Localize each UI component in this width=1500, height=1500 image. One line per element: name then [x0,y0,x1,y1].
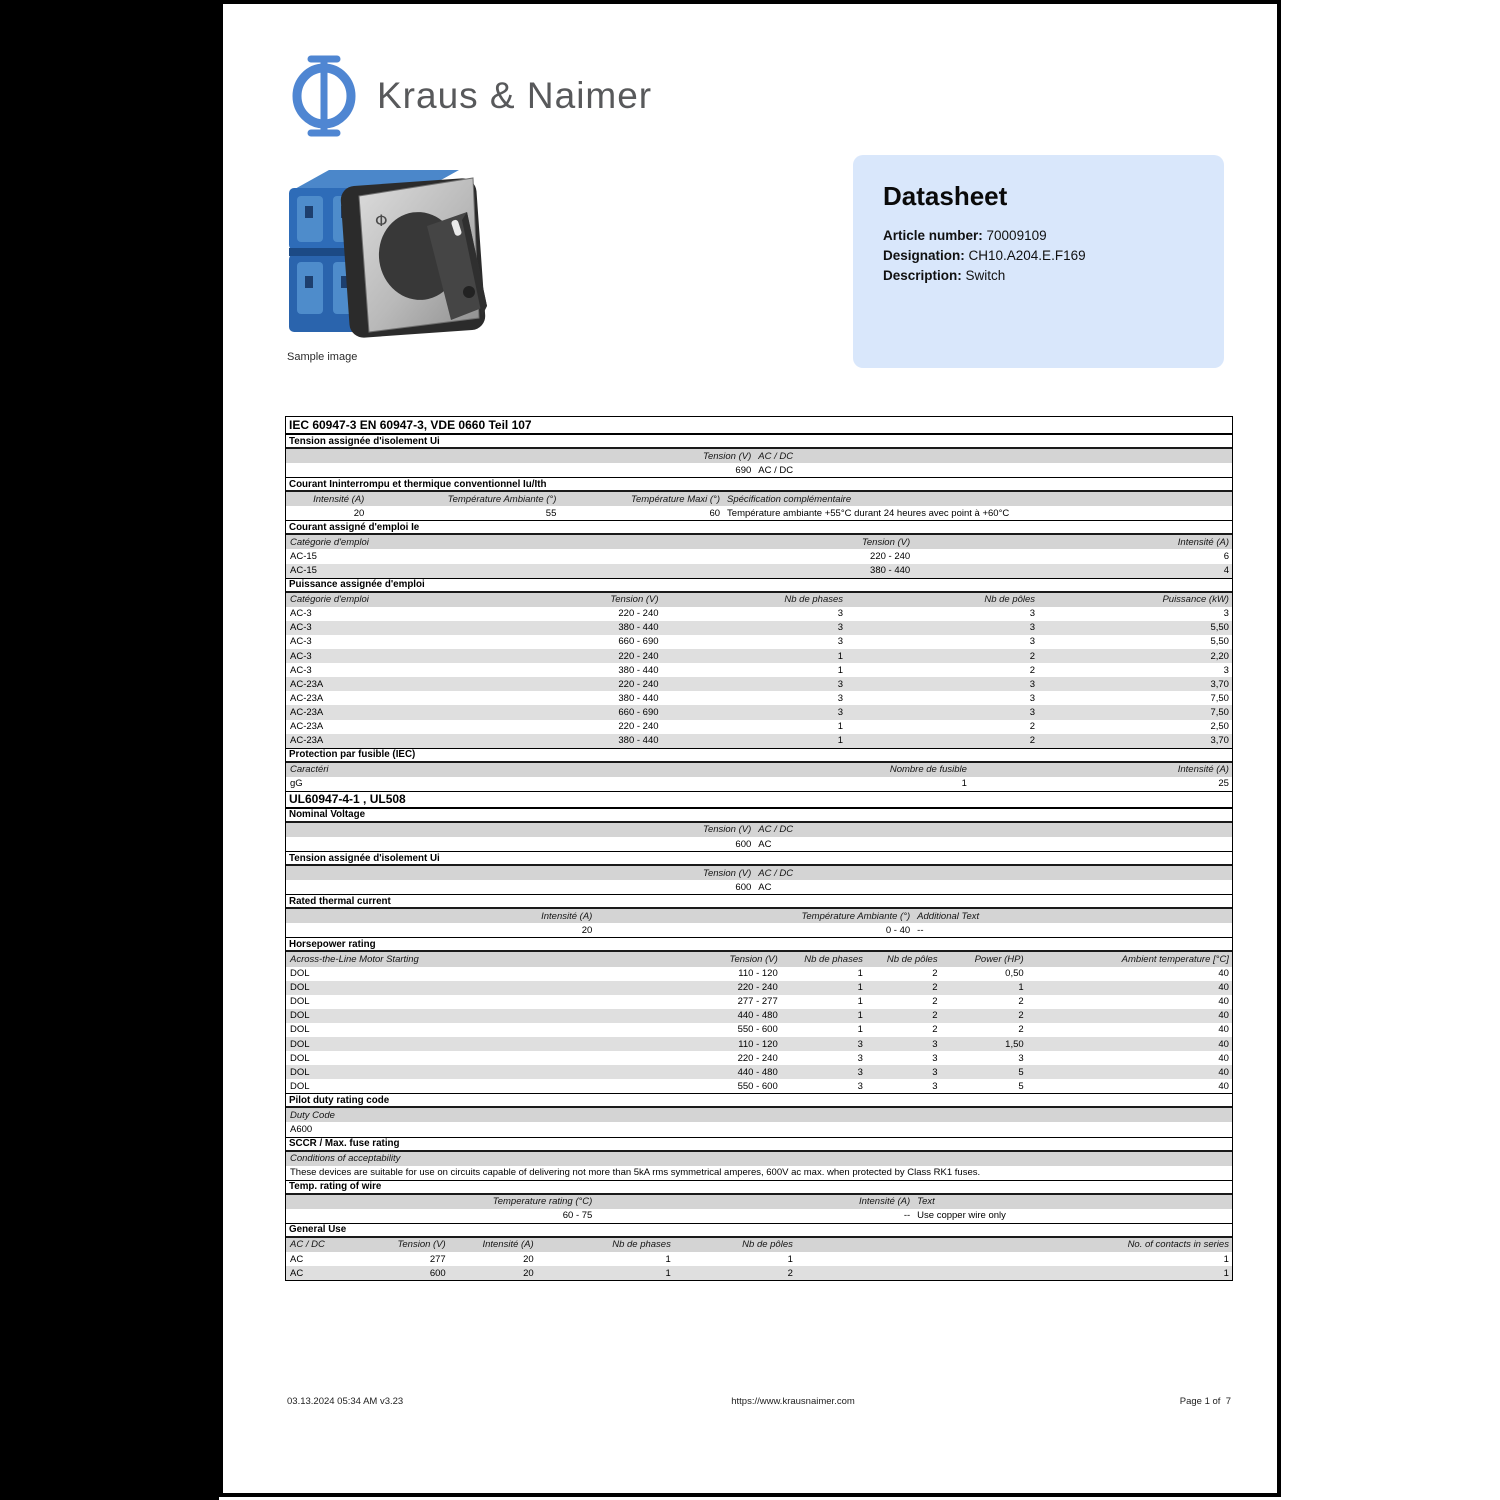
table-cell: 3 [1018,1052,1024,1064]
table-cell: 660 - 690 [618,706,659,718]
table-section-title-row: Tension assignée d'isolement Ui [286,851,1232,866]
document-page [219,0,1281,1497]
table-row [286,506,1232,520]
table-row: These devices are suitable for use on circuits capable of delivering not more than 5kA rms symmetrical amperes, 600V ac max. when protected by Class RK1 fuses. [290,1167,981,1179]
table-cell: 40 [1218,1066,1229,1078]
table-header-row [286,823,1232,837]
column-header-cell: Puissance (kW) [1162,594,1229,606]
table-cell: DOL [290,1080,310,1092]
table-row [286,734,1232,748]
table-cell: 1 [857,968,863,980]
table-cell: 25 [1218,778,1229,790]
column-header-cell: Tension (V) [703,824,752,836]
table-cell: 220 - 240 [618,678,659,690]
table-row [286,549,1232,563]
table-cell: 6 [1223,551,1229,563]
table-cell: AC-23A [290,706,324,718]
table-header-row [286,1238,1232,1252]
table-cell: 380 - 440 [618,692,659,704]
table-section-title-row: SCCR / Max. fuse rating [286,1137,1232,1152]
table-row [286,720,1232,734]
table-cell: 2 [1018,996,1024,1008]
column-header-cell: Température Ambiante (°) [801,910,911,922]
table-cell: 0,50 [1005,968,1024,980]
table-cell: 3 [857,1038,863,1050]
table-cell: AC-23A [290,735,324,747]
column-header-cell: Catégorie d'emploi [290,536,369,548]
table-header-row: Duty Code [286,1108,1232,1122]
product-image [281,160,493,346]
table-cell: 220 - 240 [618,721,659,733]
table-section-title-row: Puissance assignée d'emploi [286,578,1232,593]
table-cell: DOL [290,968,310,980]
table-cell: AC-3 [290,664,312,676]
datasheet-fields [883,226,1194,286]
table-row [286,1023,1232,1037]
table-cell: 220 - 240 [618,650,659,662]
table-cell: gG [290,778,303,790]
table-cell: -- [917,924,924,936]
table-cell: 2 [1018,1024,1024,1036]
table-row [286,967,1232,981]
table-cell: 1 [665,1267,671,1279]
table-cell: 2 [1029,664,1036,676]
datasheet-field: Description: Switch [883,268,1006,283]
table-cell: 1 [857,982,863,994]
table-cell: 1 [1223,1267,1229,1279]
table-cell: 1 [665,1253,671,1265]
footer-page-number: Page 1 of 7 [1179,1396,1231,1407]
table-cell: 380 - 440 [618,664,659,676]
table-cell: 3 [857,1080,863,1092]
column-header-cell: Additional Text [917,910,980,922]
table-section-title-row: Temp. rating of wire [286,1180,1232,1195]
table-cell: AC [758,838,772,850]
table-header-row [286,593,1232,607]
table-cell: 7,50 [1210,706,1229,718]
table-cell: 3 [932,1038,938,1050]
table-cell: 277 - 277 [737,996,778,1008]
table-cell: 40 [1218,1080,1229,1092]
table-header-row [286,909,1232,923]
column-header-cell: AC / DC [290,1239,325,1251]
column-header-cell: Nombre de fusible [889,764,967,776]
column-header-cell: Ambient temperature [°C] [1121,953,1229,965]
table-row [286,564,1232,578]
table-cell: AC-3 [290,622,312,634]
table-row [286,837,1232,851]
table-cell: 20 [523,1253,534,1265]
table-cell: 40 [1218,1024,1229,1036]
table-cell: 5 [1018,1066,1024,1078]
table-section-title-row: Courant assigné d'emploi Ie [286,520,1232,535]
table-cell: 2 [1029,721,1036,733]
table-cell: 220 - 240 [618,608,659,620]
table-header-row [286,763,1232,777]
table-cell: AC [290,1253,304,1265]
viewer-background-left [0,0,219,1500]
table-cell: 1 [857,1024,863,1036]
table-cell: 5,50 [1210,622,1229,634]
table-cell: 1 [837,721,844,733]
table-row [286,981,1232,995]
table-section-title-row: Protection par fusible (IEC) [286,748,1232,763]
table-cell: Température ambiante +55°C durant 24 heures avec point à +60°C [727,507,1010,519]
table-row [286,1065,1232,1079]
table-row [286,777,1232,791]
table-cell: 2 [932,996,938,1008]
table-cell: 3 [1223,608,1229,620]
table-cell: 440 - 480 [737,1066,778,1078]
table-row [286,923,1232,937]
table-cell: 2 [787,1267,793,1279]
table-header-row [286,535,1232,549]
table-cell: 5,50 [1210,636,1229,648]
table-cell: 3 [837,608,844,620]
brand-name: Kraus & Naimer [377,75,653,116]
page-footer [285,1396,1231,1410]
table-cell: 7,50 [1210,692,1229,704]
table-cell: 40 [1218,1052,1229,1064]
column-header-cell: Nb de phases [612,1239,671,1251]
table-cell: 40 [1218,968,1229,980]
table-cell: AC-23A [290,692,324,704]
table-cell: 380 - 440 [870,565,911,577]
table-cell: 690 [735,464,752,476]
table-cell: 110 - 120 [738,968,778,980]
table-cell: AC-23A [290,678,324,690]
table-cell: 20 [523,1267,534,1279]
table-cell: AC-15 [290,551,317,563]
table-cell: 3,70 [1210,735,1229,747]
table-cell: 2,50 [1210,721,1229,733]
sample-image-caption: Sample image [287,351,358,363]
table-cell: AC-3 [290,650,312,662]
table-section-title-row: Tension assignée d'isolement Ui [286,434,1232,449]
datasheet-field: Designation: CH10.A204.E.F169 [883,248,1086,263]
table-cell: 3 [1029,706,1036,718]
table-cell: AC-15 [290,565,317,577]
table-section-title-row: Horsepower rating [286,937,1232,952]
table-cell: AC [758,881,772,893]
table-cell: 2 [1029,735,1036,747]
table-header-row [286,449,1232,463]
table-cell: 3 [837,636,844,648]
table-cell: 110 - 120 [738,1038,778,1050]
table-row [286,621,1232,635]
column-header-cell: Tension (V) [610,594,659,606]
table-cell: 2 [932,982,938,994]
table-section-title-row: Nominal Voltage [286,808,1232,823]
table-cell: 40 [1218,996,1229,1008]
datasheet-title: Datasheet [883,181,1008,211]
table-cell: 3 [932,1080,938,1092]
table-cell: 1 [961,778,967,790]
table-main-title-row: UL60947-4-1 , UL508 [286,791,1232,808]
footer-timestamp: 03.13.2024 05:34 AM v3.23 [287,1396,404,1407]
column-header-cell: Température Ambiante (°) [447,493,557,505]
table-cell: 380 - 440 [618,735,659,747]
table-row [286,705,1232,719]
column-header-cell: Nb de phases [804,953,863,965]
column-header-cell: Catégorie d'emploi [290,594,369,606]
table-cell: 440 - 480 [737,1010,778,1022]
table-row [286,995,1232,1009]
table-cell: 2 [932,968,938,980]
table-cell: 1 [837,664,844,676]
table-cell: 600 [735,838,752,850]
table-cell: 60 - 75 [562,1210,593,1222]
column-header-cell: Nb de pôles [742,1239,793,1251]
column-header-cell: Power (HP) [974,953,1024,965]
table-cell: 3 [837,692,844,704]
table-cell: 380 - 440 [618,622,659,634]
table-section-title-row: General Use [286,1223,1232,1238]
table-cell: 3 [837,706,844,718]
column-header-cell: Intensité (A) [858,1196,911,1208]
table-row [286,1051,1232,1065]
column-header-cell: Tension (V) [703,450,752,462]
table-row [286,663,1232,677]
table-cell: DOL [290,1066,310,1078]
datasheet-field: Article number: 70009109 [883,228,1047,243]
column-header-cell: Temperature rating (°C) [492,1196,593,1208]
table-cell: AC [290,1267,304,1279]
table-cell: 3 [1029,608,1036,620]
column-header-cell: Caractéri [290,764,329,776]
table-cell: AC-3 [290,608,312,620]
table-cell: 277 [429,1253,446,1265]
table-cell: 1 [837,650,844,662]
datasheet-info-box [853,155,1224,368]
table-row [286,1266,1232,1280]
table-cell: 550 - 600 [737,1024,778,1036]
column-header-cell: Intensité (A) [1177,536,1229,548]
svg-text:Φ: Φ [375,211,388,230]
column-header-cell: AC / DC [758,867,794,879]
table-cell: DOL [290,982,310,994]
table-row [286,1079,1232,1093]
table-cell: DOL [290,1024,310,1036]
table-cell: 3 [1029,678,1036,690]
table-cell: 220 - 240 [870,551,911,563]
column-header-cell: Text [917,1196,935,1208]
column-header-cell: Spécification complémentaire [727,493,852,505]
table-cell: 55 [545,507,557,519]
column-header-cell: Tension (V) [861,536,911,548]
table-row [286,635,1232,649]
table-cell: 40 [1218,982,1229,994]
column-header-cell: No. of contacts in series [1127,1239,1229,1251]
column-header-cell: Nb de phases [784,594,844,606]
table-cell: AC / DC [758,464,794,476]
table-header-row: Conditions of acceptability [286,1152,1232,1166]
table-cell: 2 [1018,1010,1024,1022]
brand-logo [287,54,652,138]
table-cell: 0 - 40 [885,924,911,936]
column-header-cell: AC / DC [758,450,794,462]
table-cell: 1 [787,1253,793,1265]
column-header-cell: Tension (V) [397,1239,446,1251]
table-cell: 3 [857,1066,863,1078]
table-cell: 3 [932,1066,938,1078]
column-header-cell: Nb de pôles [984,594,1036,606]
table-cell: 3 [837,622,844,634]
table-cell: 2 [932,1024,938,1036]
table-cell: -- [903,1210,911,1222]
table-cell: 3 [837,678,844,690]
table-cell: 3 [1029,636,1036,648]
table-cell: 1 [857,996,863,1008]
table-main-title-row: IEC 60947-3 EN 60947-3, VDE 0660 Teil 107 [286,417,1232,434]
table-header-row [286,866,1232,880]
column-header-cell: Intensité (A) [482,1239,534,1251]
column-header-cell: Tension (V) [703,867,752,879]
table-cell: 60 [709,507,721,519]
column-header-cell: Across-the-Line Motor Starting [290,953,419,965]
table-row [286,1252,1232,1266]
table-row [286,691,1232,705]
table-row [286,880,1232,894]
table-cell: 220 - 240 [737,1052,778,1064]
table-cell: 20 [353,507,365,519]
table-cell: Use copper wire only [917,1210,1006,1222]
table-cell: 3 [857,1052,863,1064]
table-row: A600 [290,1124,313,1136]
table-cell: 20 [581,924,593,936]
column-header-cell: Température Maxi (°) [631,493,721,505]
table-cell: 660 - 690 [618,636,659,648]
table-cell: 40 [1218,1038,1229,1050]
table-cell: 1 [1223,1253,1229,1265]
table-row [286,677,1232,691]
table-cell: 1 [837,735,844,747]
table-cell: 550 - 600 [737,1080,778,1092]
table-row [286,1209,1232,1223]
table-section-title-row: Courant Ininterrompu et thermique conventionnel Iu/Ith [286,477,1232,492]
table-cell: 1 [857,1010,863,1022]
table-cell: 3,70 [1210,678,1229,690]
table-section-title-row: Rated thermal current [286,894,1232,909]
table-cell: 3 [1223,664,1229,676]
table-cell: AC-3 [290,636,312,648]
table-row [286,649,1232,663]
table-cell: AC-23A [290,721,324,733]
column-header-cell: Nb de pôles [886,953,938,965]
table-cell: 4 [1223,565,1229,577]
table-cell: DOL [290,1010,310,1022]
column-header-cell: Intensité (A) [541,910,593,922]
table-cell: 2 [932,1010,938,1022]
table-cell: DOL [290,996,310,1008]
table-cell: 220 - 240 [737,982,778,994]
table-cell: 2 [1029,650,1036,662]
column-header-cell: Tension (V) [729,953,778,965]
table-cell: 5 [1018,1080,1024,1092]
table-row [286,607,1232,621]
table-header-row [286,492,1232,506]
table-header-row [286,1195,1232,1209]
table-cell: 3 [1029,692,1036,704]
table-cell: 1,50 [1005,1038,1024,1050]
table-header-row [286,952,1232,966]
table-row [286,1009,1232,1023]
table-cell: DOL [290,1038,310,1050]
table-cell: 3 [1029,622,1036,634]
table-row [286,463,1232,477]
column-header-cell: Intensité (A) [1177,764,1229,776]
column-header-cell: Intensité (A) [313,493,365,505]
table-cell: 2,20 [1210,650,1229,662]
spec-table [285,416,1233,1281]
column-header-cell: AC / DC [758,824,794,836]
footer-url[interactable]: https://www.krausnaimer.com [731,1396,855,1407]
table-section-title-row: Pilot duty rating code [286,1093,1232,1108]
table-cell: 40 [1218,1010,1229,1022]
table-cell: 600 [429,1267,446,1279]
table-cell: 1 [1018,982,1024,994]
phi-logo-icon [287,54,361,138]
table-cell: 600 [735,881,752,893]
table-cell: 3 [932,1052,938,1064]
table-cell: DOL [290,1052,310,1064]
table-row [286,1037,1232,1051]
